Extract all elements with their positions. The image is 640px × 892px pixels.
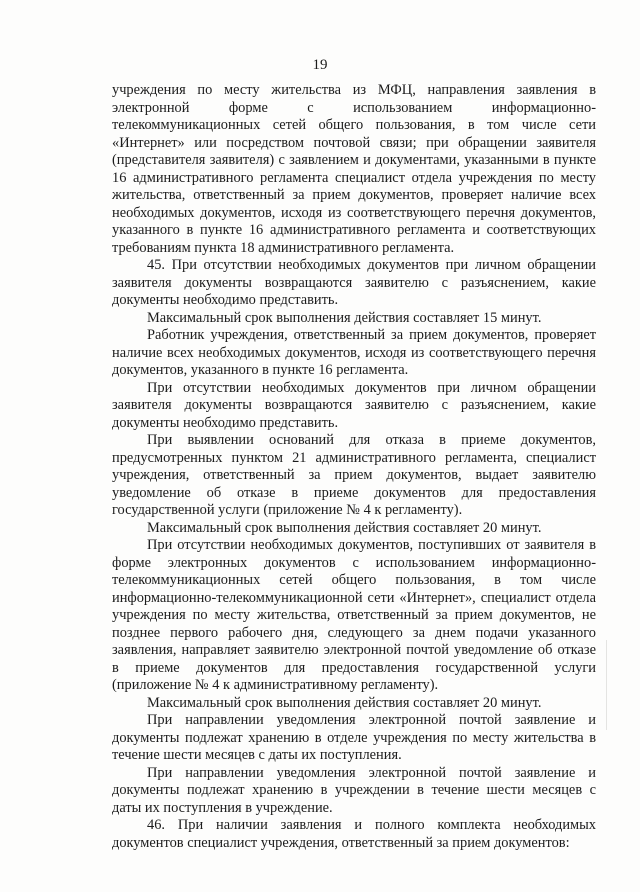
text-line: телекоммуникационных сетей общего пользования, в том числе [112, 572, 596, 588]
text-line: учреждения по месту жительства из МФЦ, направления заявления в [112, 82, 596, 98]
text-line: При направлении уведомления электронной почтой заявление и [147, 764, 596, 781]
text-line: требованиям пункта 18 административного регламента. [112, 239, 455, 256]
page-number: 19 [312, 57, 328, 73]
text-line: При отсутствии необходимых документов, поступивших от заявителя в [147, 537, 596, 553]
text-line: заявления, направляет заявителю электронной почтой уведомление об отказе [112, 642, 596, 658]
text-line: заявителя документы возвращаются заявителю с разъяснением, какие [112, 274, 596, 291]
text-line: жительства, ответственный за прием документов, проверяет наличие всех [112, 187, 596, 203]
text-line: 45. При отсутствии необходимых документов при личном обращении [147, 257, 596, 273]
text-line: государственной услуги (приложение № 4 к регламенту). [112, 502, 463, 518]
text-line: (приложение № 4 к административному регламенту). [112, 677, 439, 693]
text-line: телекоммуникационных сетей общего пользования, в том числе сети [112, 117, 596, 133]
text-line: Максимальный срок выполнения действия составляет 20 минут. [147, 519, 542, 536]
text-line: При направлении уведомления электронной почтой заявление и [147, 712, 596, 728]
text-line: информационно-телекоммуникационной сети «Интернет», специалист отдела [112, 589, 596, 606]
text-line: уведомление об отказе в приеме документов для предоставления [112, 484, 596, 501]
text-line: учреждения, ответственный за прием документов, выдает заявителю [112, 467, 596, 483]
text-line: наличие всех необходимых документов, исходя из соответствующего перечня [112, 344, 596, 361]
text-line: заявителя документы возвращаются заявителю с разъяснением, какие [112, 397, 596, 413]
text-line: документов, указанного в пункте 16 регламента. [112, 362, 409, 378]
text-line: электронной форме с использованием информационно- [112, 99, 596, 116]
text-line: Работник учреждения, ответственный за прием документов, проверяет [147, 327, 596, 343]
text-line: 16 административного регламента специалист отдела учреждения по месту [112, 169, 596, 186]
text-line: документы необходимо представить. [112, 414, 339, 431]
text-line: 46. При наличии заявления и полного комплекта необходимых [147, 817, 596, 833]
text-line: в приеме документов для предоставления государственной услуги [112, 659, 596, 676]
text-line: При выявлении оснований для отказа в приеме документов, [147, 432, 596, 448]
text-line: «Интернет» или посредством почтовой связи; при обращении заявителя [112, 134, 596, 151]
text-line: документы подлежат хранению в учреждении в течение шести месяцев с [112, 782, 596, 798]
text-line: При отсутствии необходимых документов при личном обращении [147, 379, 596, 396]
document-body [112, 82, 596, 852]
scan-edge-mark [606, 640, 607, 730]
text-line: даты их поступления в учреждение. [112, 799, 333, 816]
text-line: Максимальный срок выполнения действия составляет 20 минут. [147, 694, 542, 711]
text-line: документы необходимо представить. [112, 292, 339, 308]
text-line: документов специалист учреждения, ответственный за прием документов: [112, 834, 570, 851]
text-line: необходимых документов, исходя из соответствующего перечня документов, [112, 204, 596, 221]
text-line: учреждения по месту жительства, ответственный за прием документов, не [112, 607, 596, 623]
text-line: Максимальный срок выполнения действия составляет 15 минут. [147, 309, 542, 326]
text-line: документы подлежат хранению в отделе учреждения по месту жительства в [112, 729, 596, 746]
text-line: указанного в пункте 16 административного регламента и соответствующих [112, 222, 596, 238]
text-line: течение шести месяцев с даты их поступления. [112, 747, 402, 763]
text-line: позднее первого рабочего дня, следующего за днем подачи указанного [112, 624, 596, 641]
text-line: предусмотренных пунктом 21 административного регламента, специалист [112, 449, 596, 466]
text-line: (представителя заявителя) с заявлением и документами, указанными в пункте [112, 152, 596, 168]
text-line: форме электронных документов с использованием информационно- [112, 554, 596, 571]
